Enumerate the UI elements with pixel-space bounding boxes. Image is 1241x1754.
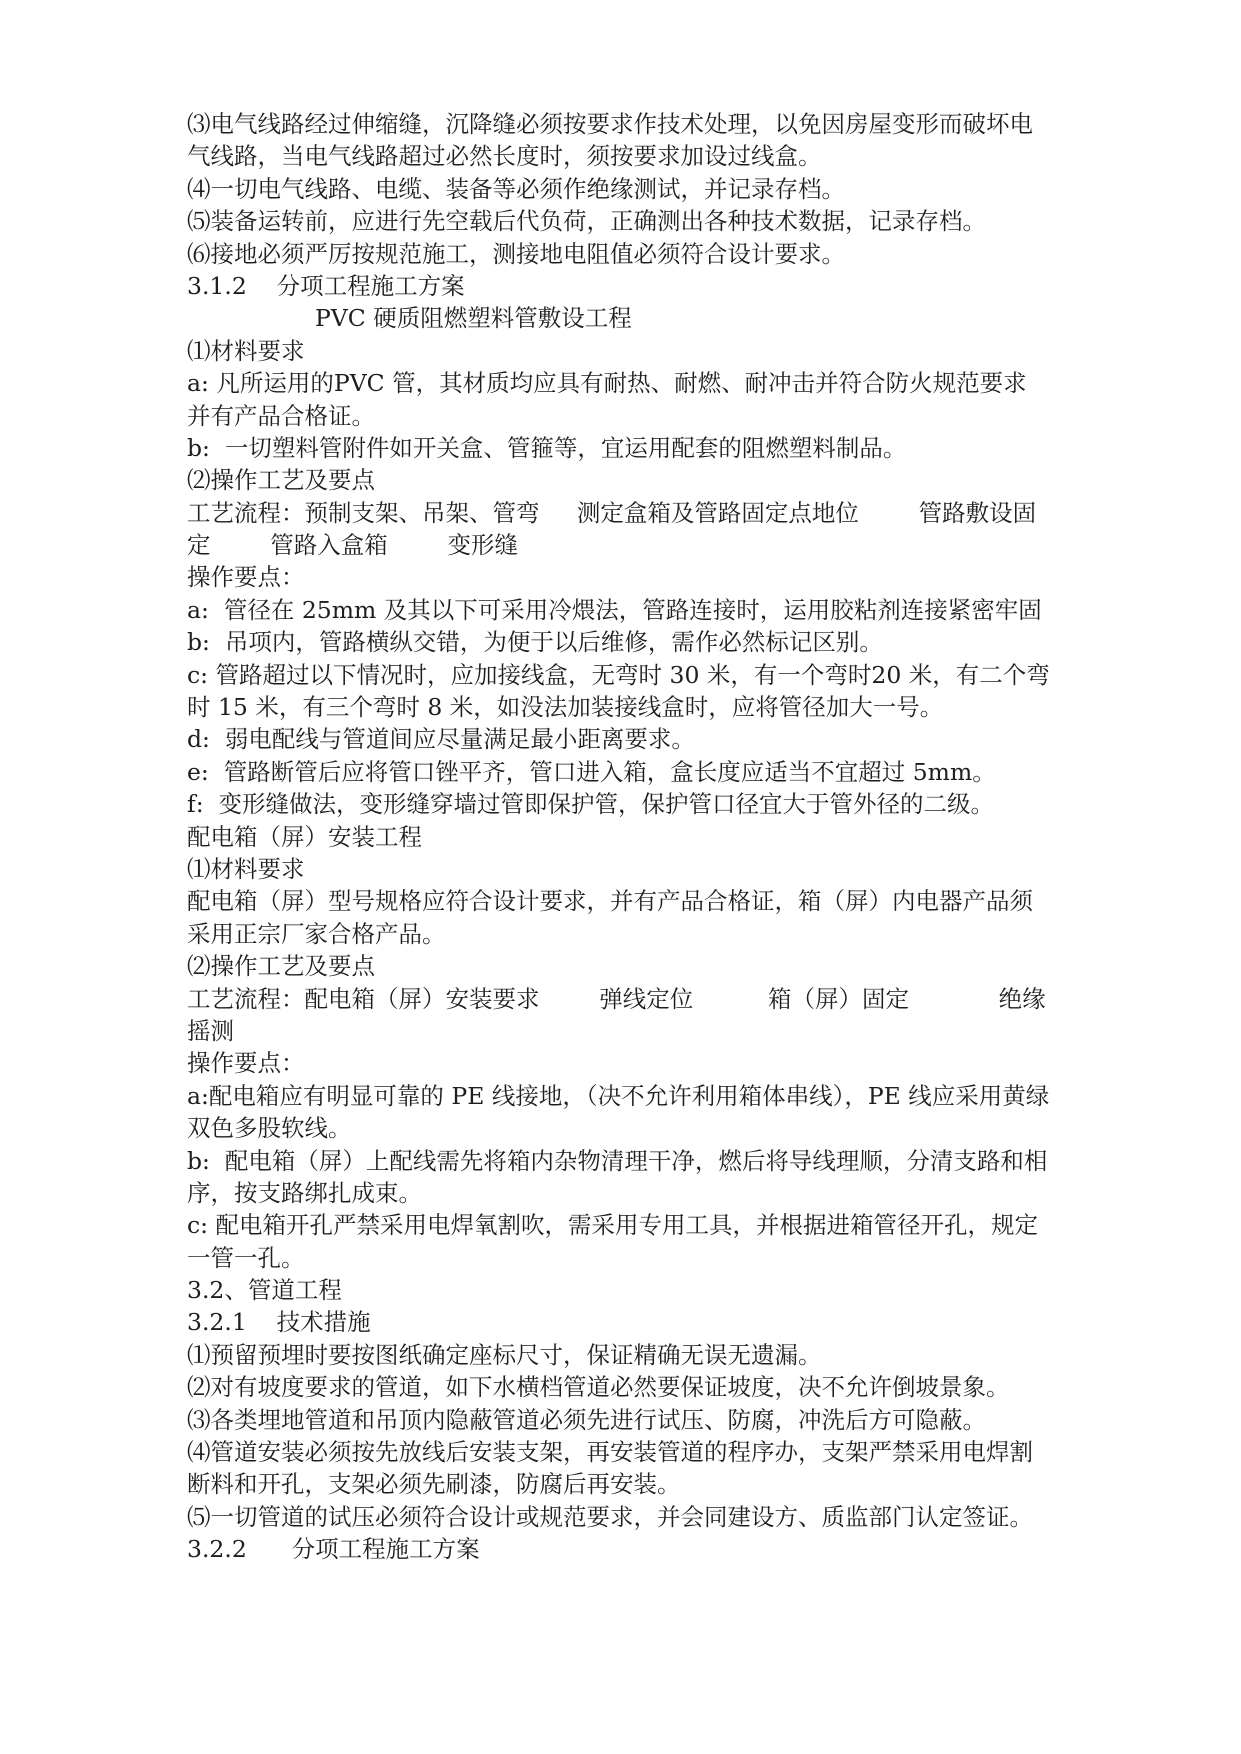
text-line: ⑶电气线路经过伸缩缝，沉降缝必须按要求作技术处理，以免因房屋变形而破坏电 — [187, 110, 1033, 138]
section-heading: 3.1.2 分项工程施工方案 — [187, 271, 465, 300]
text-line: ⑸装备运转前，应进行先空载后代负荷，正确测出各种技术数据，记录存档。 — [187, 207, 986, 236]
subsection-title: 配电箱（屏）安装工程 — [187, 822, 422, 851]
text-line: 工艺流程：预制支架、吊架、管弯 测定盒箱及管路固定点地位 管路敷设固 — [187, 498, 1037, 527]
section-heading: 3.2.1 技术措施 — [187, 1308, 371, 1337]
text-line: a:配电箱应有明显可靠的 PE 线接地，（决不允许利用箱体串线），PE 线应采用黄绿 — [187, 1081, 1050, 1110]
text-line: ⑵对有坡度要求的管道，如下水横档管道必然要保证坡度，决不允许倒坡景象。 — [187, 1373, 1010, 1402]
text-line: ⑵操作工艺及要点 — [187, 952, 375, 981]
text-line: b: 吊项内，管路横纵交错，为便于以后维修，需作必然标记区别。 — [187, 628, 883, 657]
text-line: 定 管路入盒箱 变形缝 — [187, 531, 519, 560]
text-line: 配电箱（屏）型号规格应符合设计要求，并有产品合格证，箱（屏）内电器产品须 — [187, 887, 1033, 916]
text-line: 气线路，当电气线路超过必然长度时，须按要求加设过线盒。 — [187, 142, 822, 171]
subsection-title: PVC 硬质阻燃塑料管敷设工程 — [315, 304, 632, 333]
section-heading: 3.2、管道工程 — [187, 1276, 342, 1305]
text-line: 并有产品合格证。 — [187, 401, 375, 430]
text-line: 采用正宗厂家合格产品。 — [187, 919, 446, 948]
text-line: a: 凡所运用的PVC 管，其材质均应具有耐热、耐燃、耐冲击并符合防火规范要求 — [187, 369, 1027, 398]
document-body — [187, 108, 1087, 1566]
text-line: 断料和开孔，支架必须先刷漆，防腐后再安装。 — [187, 1470, 681, 1499]
text-line: ⑶各类埋地管道和吊顶内隐蔽管道必须先进行试压、防腐，冲洗后方可隐蔽。 — [187, 1405, 986, 1434]
text-line: 操作要点： — [187, 563, 305, 592]
text-line: ⑴材料要求 — [187, 336, 305, 365]
text-line: ⑴预留预埋时要按图纸确定座标尺寸，保证精确无误无遗漏。 — [187, 1340, 822, 1369]
text-line: ⑸一切管道的试压必须符合设计或规范要求，并会同建设方、质监部门认定签证。 — [187, 1502, 1033, 1531]
text-line: 操作要点： — [187, 1049, 305, 1078]
text-line: ⑹接地必须严厉按规范施工，测接地电阻值必须符合设计要求。 — [187, 239, 845, 268]
text-line: ⑷管道安装必须按先放线后安装支架，再安装管道的程序办，支架严禁采用电焊割 — [187, 1438, 1033, 1467]
text-line: 时 15 米，有三个弯时 8 米，如没法加装接线盒时，应将管径加大一号。 — [187, 693, 944, 722]
text-line: c: 管路超过以下情况时，应加接线盒，无弯时 30 米，有一个弯时20 米，有二个弯 — [187, 660, 1050, 689]
text-line: 摇测 — [187, 1016, 234, 1045]
text-line: 一管一孔。 — [187, 1243, 305, 1272]
text-line: b: 一切塑料管附件如开关盒、管箍等，宜运用配套的阻燃塑料制品。 — [187, 433, 907, 462]
text-line: ⑷一切电气线路、电缆、装备等必须作绝缘测试，并记录存档。 — [187, 174, 845, 203]
section-heading: 3.2.2 分项工程施工方案 — [187, 1535, 480, 1564]
text-line: b: 配电箱（屏）上配线需先将箱内杂物清理干净，燃后将导线理顺，分清支路和相 — [187, 1146, 1048, 1175]
text-line: d: 弱电配线与管道间应尽量满足最小距离要求。 — [187, 725, 695, 754]
text-line: 序，按支路绑扎成束。 — [187, 1178, 422, 1207]
text-line: ⑵操作工艺及要点 — [187, 466, 375, 495]
text-line: 工艺流程：配电箱（屏）安装要求 弹线定位 箱（屏）固定 绝缘 — [187, 984, 1046, 1013]
text-line: c: 配电箱开孔严禁采用电焊氧割吹，需采用专用工具，并根据进箱管径开孔，规定 — [187, 1211, 1039, 1240]
text-line: 双色多股软线。 — [187, 1114, 352, 1143]
text-line: e: 管路断管后应将管口锉平齐，管口进入箱，盒长度应适当不宜超过 5mm。 — [187, 757, 996, 786]
text-line: f: 变形缝做法，变形缝穿墙过管即保护管，保护管口径宜大于管外径的二级。 — [187, 790, 995, 819]
text-line: ⑴材料要求 — [187, 854, 305, 883]
text-line: a: 管径在 25mm 及其以下可采用冷煨法，管路连接时，运用胶粘剂连接紧密牢固 — [187, 595, 1042, 624]
